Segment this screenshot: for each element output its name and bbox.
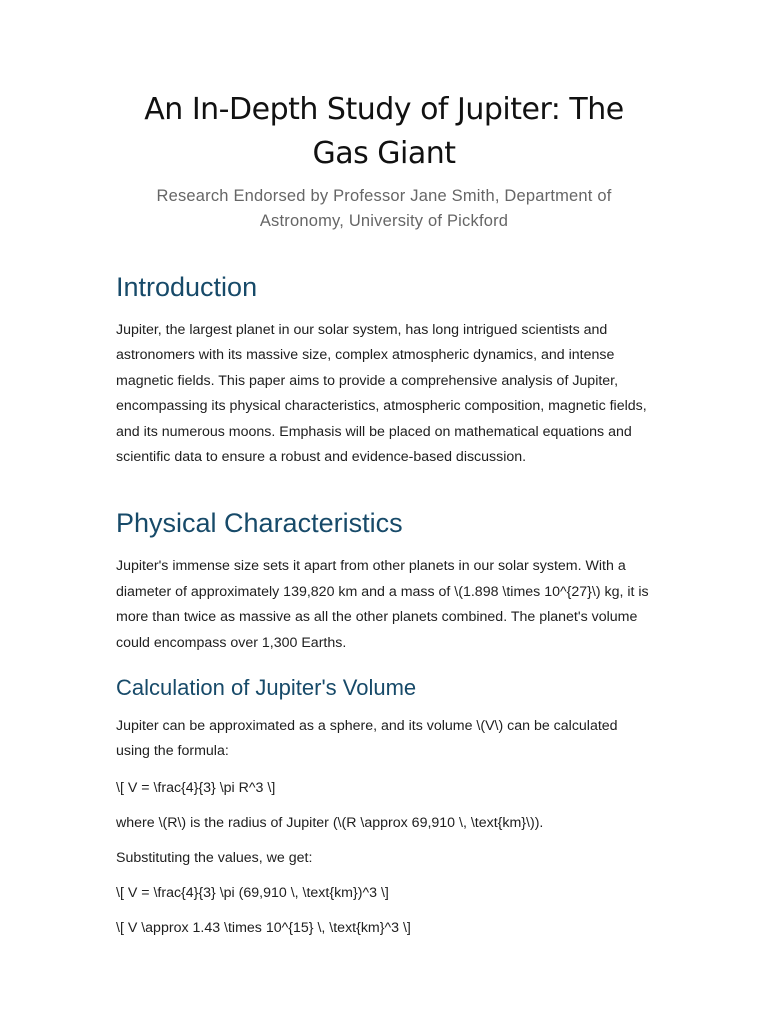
subsection-heading-volume: Calculation of Jupiter's Volume [116, 675, 417, 701]
page-subtitle: Research Endorsed by Professor Jane Smith, Department of Astronomy, University of Pickford [156, 187, 612, 230]
section-heading-physical-characteristics: Physical Characteristics [116, 508, 403, 539]
page-title: An In-Depth Study of Jupiter: The Gas Giant [144, 92, 624, 171]
volume-result: \[ V \approx 1.43 \times 10^{15} \, \text{km}^3 \] [116, 919, 411, 936]
introduction-paragraph: Jupiter, the largest planet in our solar system, has long intrigued scientists and astronomers with its massive size, complex atmospheric dynamics, and intense magnetic fields. This paper aims to provide a comprehensive analysis of Jupiter, encompassing its physical characteristics, atmospheric composition, magnetic fields, and its numerous moons. Emphasis will be placed on mathematical equations and scientific data to ensure a robust and evidence-based discussion. [116, 322, 647, 466]
radius-definition: where \(R\) is the radius of Jupiter (\(R \approx 69,910 \, \text{km}\)). [116, 814, 544, 831]
section-heading-introduction: Introduction [116, 272, 258, 302]
volume-intro-paragraph: Jupiter can be approximated as a sphere, and its volume \(V\) can be calculated using the formula: [116, 718, 618, 760]
substitution-text: Substituting the values, we get: [116, 849, 313, 866]
document-page [116, 88, 652, 938]
volume-formula: \[ V = \frac{4}{3} \pi R^3 \] [116, 779, 276, 796]
physical-characteristics-paragraph: Jupiter's immense size sets it apart from other planets in our solar system. With a diameter of approximately 139,820 km and a mass of \(1.898 \times 10^{27}\) kg, it is more than twice as massive as all the other planets combined. The planet's volume could encompass over 1,300 Earths. [116, 558, 649, 651]
substituted-formula: \[ V = \frac{4}{3} \pi (69,910 \, \text{km})^3 \] [116, 884, 389, 901]
